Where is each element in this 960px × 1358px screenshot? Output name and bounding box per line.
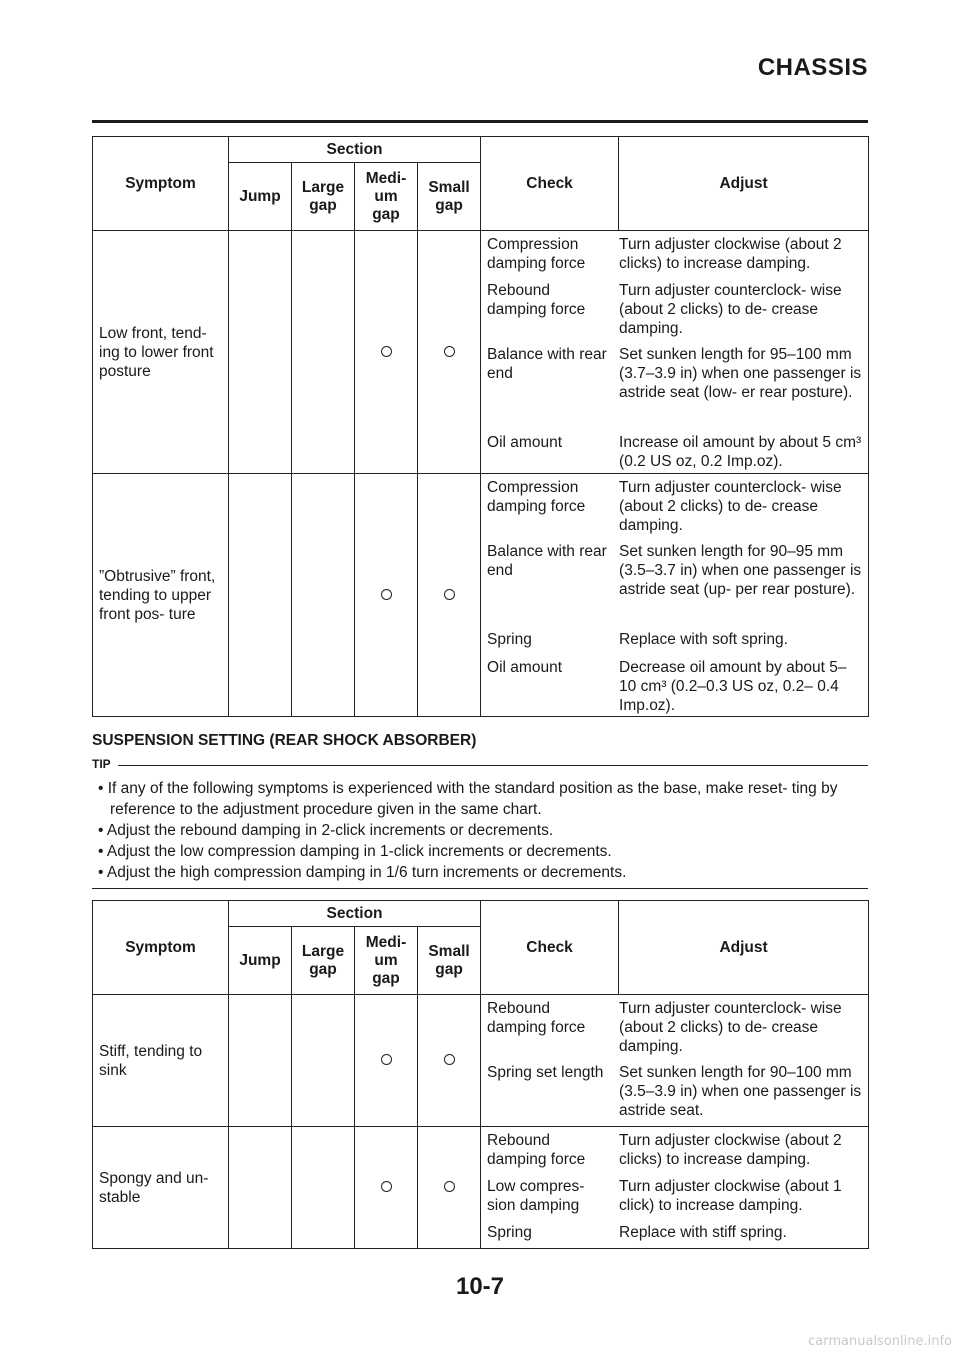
check-text: Oil amount [487,434,562,451]
jump-cell [229,995,292,1127]
small-gap-mark [418,474,481,717]
symptom-cell: ”Obtrusive” front, tending to upper front pos- ture [93,474,229,717]
small-gap-mark [418,1127,481,1249]
header-check: Check [481,137,619,231]
adjust-text: Increase oil amount by about 5 cm³ (0.2 US oz, 0.2 Imp.oz). [619,434,862,470]
large-gap-cell [292,1127,355,1249]
check-text: Rebound damping force [487,1132,586,1168]
table-row [93,995,869,1127]
header-symptom: Symptom [93,137,229,231]
medium-gap-mark [355,995,418,1127]
section-heading: SUSPENSION SETTING (REAR SHOCK ABSORBER) [92,732,477,749]
jump-cell [229,474,292,717]
front-suspension-table [92,136,869,717]
header-check: Check [481,901,619,995]
adjust-text: Turn adjuster clockwise (about 2 clicks) to increase damping. [619,1132,842,1168]
circle-icon [444,1054,455,1065]
circle-icon [381,1054,392,1065]
symptom-cell: Low front, tend- ing to lower front posture [93,231,229,474]
medium-gap-mark [355,231,418,474]
tip-rule [118,765,868,766]
adjust-text: Set sunken length for 90–95 mm (3.5–3.7 in) when one passenger is astride seat (up- per rear posture). [619,543,862,598]
check-text: Spring [487,1224,532,1241]
check-adjust-cell [481,995,869,1127]
header-small-gap: Small gap [418,927,481,995]
table-row [93,231,869,474]
symptom-cell: Spongy and un- stable [93,1127,229,1249]
header-symptom: Symptom [93,901,229,995]
header-jump: Jump [229,927,292,995]
rear-suspension-table [92,900,869,1249]
header-medium-gap: Medi- um gap [355,927,418,995]
circle-icon [444,1181,455,1192]
check-text: Low compres- sion damping [487,1178,585,1214]
small-gap-mark [418,995,481,1127]
list-item: • If any of the following symptoms is experienced with the standard position as the base, make reset- ting by reference to the adjustment procedure given in the same chart. [98,780,838,818]
circle-icon [444,346,455,357]
title-rule [92,120,868,123]
adjust-text: Turn adjuster counterclock- wise (about 2 clicks) to de- crease damping. [619,282,842,337]
small-gap-mark [418,231,481,474]
check-adjust-cell [481,231,869,474]
check-text: Spring [487,631,532,648]
adjust-text: Turn adjuster clockwise (about 1 click) to increase damping. [619,1178,842,1214]
adjust-text: Turn adjuster counterclock- wise (about 2 clicks) to de- crease damping. [619,479,842,534]
header-large-gap: Large gap [292,163,355,231]
header-adjust: Adjust [619,901,869,995]
tip-end-rule [92,888,868,889]
list-item: • Adjust the rebound damping in 2-click increments or decrements. [98,822,554,839]
header-medium-gap: Medi- um gap [355,163,418,231]
check-adjust-cell [481,474,869,717]
adjust-text: Turn adjuster counterclock- wise (about 2 clicks) to de- crease damping. [619,1000,842,1055]
check-text: Balance with rear end [487,346,607,382]
adjust-text: Replace with stiff spring. [619,1224,787,1241]
check-text: Rebound damping force [487,1000,586,1036]
header-section: Section [229,137,481,163]
adjust-text: Set sunken length for 95–100 mm (3.7–3.9 in) when one passenger is astride seat (low- er rear posture). [619,346,862,401]
list-item: • Adjust the high compression damping in 1/6 turn increments or decrements. [98,864,627,881]
table-row [93,474,869,717]
adjust-text: Turn adjuster clockwise (about 2 clicks) to increase damping. [619,236,842,272]
large-gap-cell [292,474,355,717]
check-text: Oil amount [487,659,562,676]
check-text: Balance with rear end [487,543,607,579]
circle-icon [444,589,455,600]
header-section: Section [229,901,481,927]
check-text: Spring set length [487,1064,604,1081]
check-adjust-cell [481,1127,869,1249]
circle-icon [381,1181,392,1192]
check-text: Compression damping force [487,236,586,272]
check-text: Rebound damping force [487,282,586,318]
table-row [93,1127,869,1249]
page-number: 10-7 [455,1273,505,1300]
circle-icon [381,346,392,357]
circle-icon [381,589,392,600]
list-item: • Adjust the low compression damping in 1-click increments or decrements. [98,843,612,860]
large-gap-cell [292,231,355,474]
adjust-text: Replace with soft spring. [619,631,788,648]
tip-label: TIP [92,757,111,771]
jump-cell [229,1127,292,1249]
header-jump: Jump [229,163,292,231]
large-gap-cell [292,995,355,1127]
header-small-gap: Small gap [418,163,481,231]
adjust-text: Set sunken length for 90–100 mm (3.5–3.9 in) when one passenger is astride seat. [619,1064,862,1119]
medium-gap-mark [355,1127,418,1249]
jump-cell [229,231,292,474]
tip-list [92,778,868,883]
watermark: carmanualsonline.info [808,1334,952,1349]
medium-gap-mark [355,474,418,717]
symptom-cell: Stiff, tending to sink [93,995,229,1127]
page-title: CHASSIS [757,54,868,81]
header-adjust: Adjust [619,137,869,231]
adjust-text: Decrease oil amount by about 5–10 cm³ (0.2–0.3 US oz, 0.2– 0.4 Imp.oz). [619,659,847,714]
check-text: Compression damping force [487,479,586,515]
header-large-gap: Large gap [292,927,355,995]
